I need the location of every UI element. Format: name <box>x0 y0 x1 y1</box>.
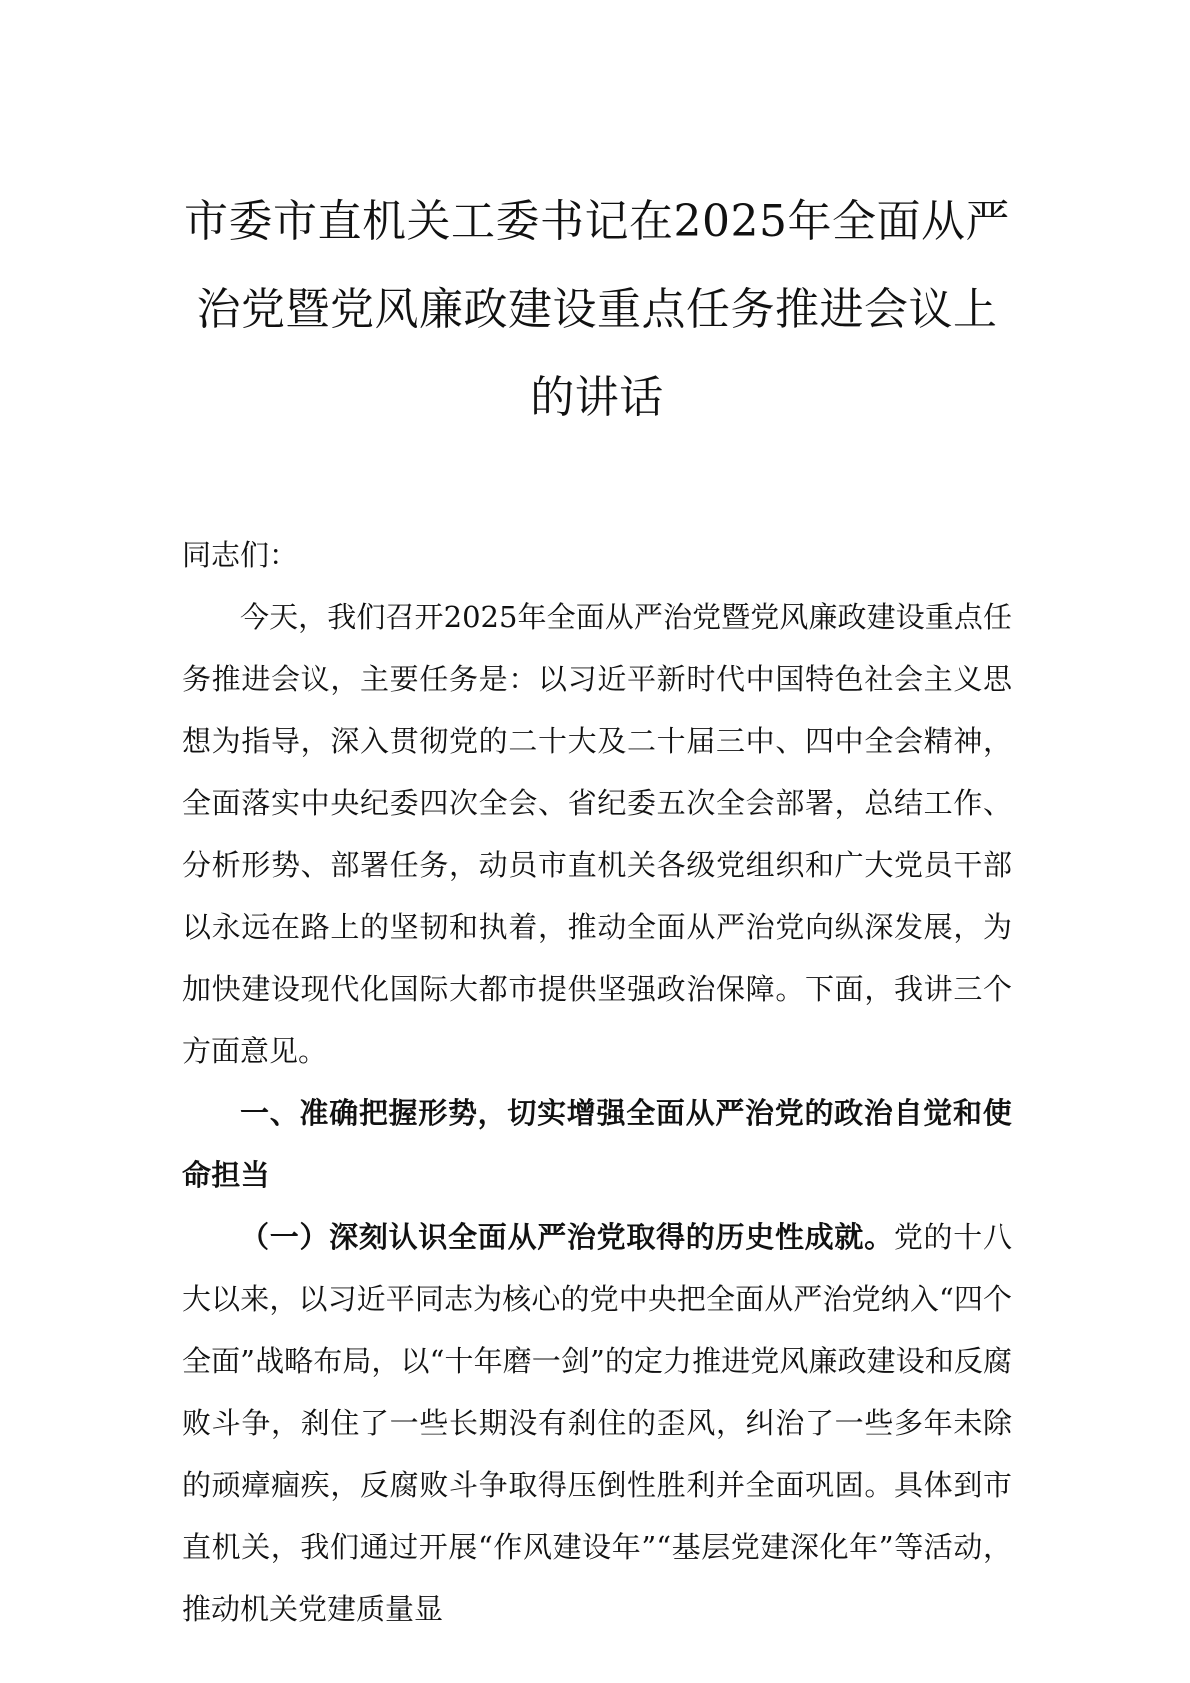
title-line-3: 的讲话 <box>530 372 664 423</box>
salutation: 同志们： <box>182 538 299 572</box>
subsection-paragraph-1 <box>182 1206 1012 1640</box>
title-line-1: 市委市直机关工委书记在2025年全面从严 <box>184 196 1010 247</box>
subsection-heading-1: （一）深刻认识全面从严治党取得的历史性成就。 <box>240 1220 894 1254</box>
intro-paragraph: 今天，我们召开2025年全面从严治党暨党风廉政建设重点任务推进会议，主要任务是：以习近平新时代中国特色社会主义思想为指导，深入贯彻党的二十大及二十届三中、四中全会精神，全面落实中央纪委四次全会、省纪委五次全会部署，总结工作、分析形势、部署任务，动员市直机关各级党组织和广大党员干部以永远在路上的坚韧和执着，推动全面从严治党向纵深发展，为加快建设现代化国际大都市提供坚强政治保障。下面，我讲三个方面意见。 <box>182 600 1012 1068</box>
section-heading-1: 一、准确把握形势，切实增强全面从严治党的政治自觉和使命担当 <box>182 1096 1012 1192</box>
document-body <box>182 524 1012 1640</box>
title-line-2: 治党暨党风廉政建设重点任务推进会议上 <box>196 284 998 335</box>
document-title <box>182 178 1012 442</box>
subsection-text-1: 党的十八大以来，以习近平同志为核心的党中央把全面从严治党纳入“四个全面”战略布局，以“十年磨一剑”的定力推进党风廉政建设和反腐败斗争，刹住了一些长期没有刹住的歪风，纠治了一些多年未除的顽瘴痼疾，反腐败斗争取得压倒性胜利并全面巩固。具体到市直机关，我们通过开展“作风建设年”“基层党建深化年”等活动，推动机关党建质量显 <box>182 1220 1012 1626</box>
